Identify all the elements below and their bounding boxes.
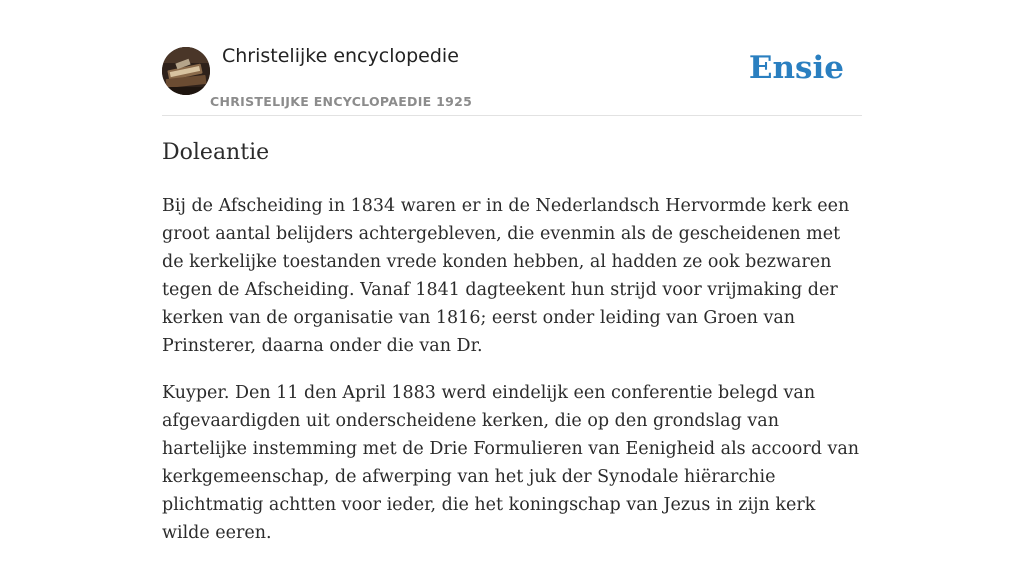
site-header: [162, 0, 862, 116]
book-image-icon: [162, 47, 210, 95]
article-body: [162, 192, 862, 566]
avatar[interactable]: [162, 47, 210, 95]
article-paragraph: Bij de Afscheiding in 1834 waren er in de Nederlandsch Hervormde kerk een groot aantal belijders achtergebleven, die evenmin als de gescheidenen met de kerkelijke toestanden vrede konden hebben, al hadden ze ook bezwaren tegen de Afscheiding. Vanaf 1841 dagteekent hun strijd voor vrijmaking der kerken van de organisatie van 1816; eerst onder leiding van Groen van Prinsterer, daarna onder die van Dr.: [162, 196, 850, 356]
ensie-logo[interactable]: Ensie: [748, 50, 844, 86]
article-title: Doleantie: [162, 140, 270, 165]
page-container: [162, 0, 862, 543]
site-name[interactable]: Christelijke encyclopedie: [222, 45, 459, 67]
site-subtitle: CHRISTELIJKE ENCYCLOPAEDIE 1925: [210, 94, 473, 109]
article-paragraph: Kuyper. Den 11 den April 1883 werd eindelijk een conferentie belegd van afgevaardigden uit onderscheidene kerken, die op den grondslag van hartelijke instemming met de Drie Formulieren van Eenigheid als accoord van kerkgemeenschap, de afwerping van het juk der Synodale hiërarchie plichtmatig achtten voor ieder, die het koningschap van Jezus in zijn kerk wilde eeren.: [162, 383, 860, 543]
